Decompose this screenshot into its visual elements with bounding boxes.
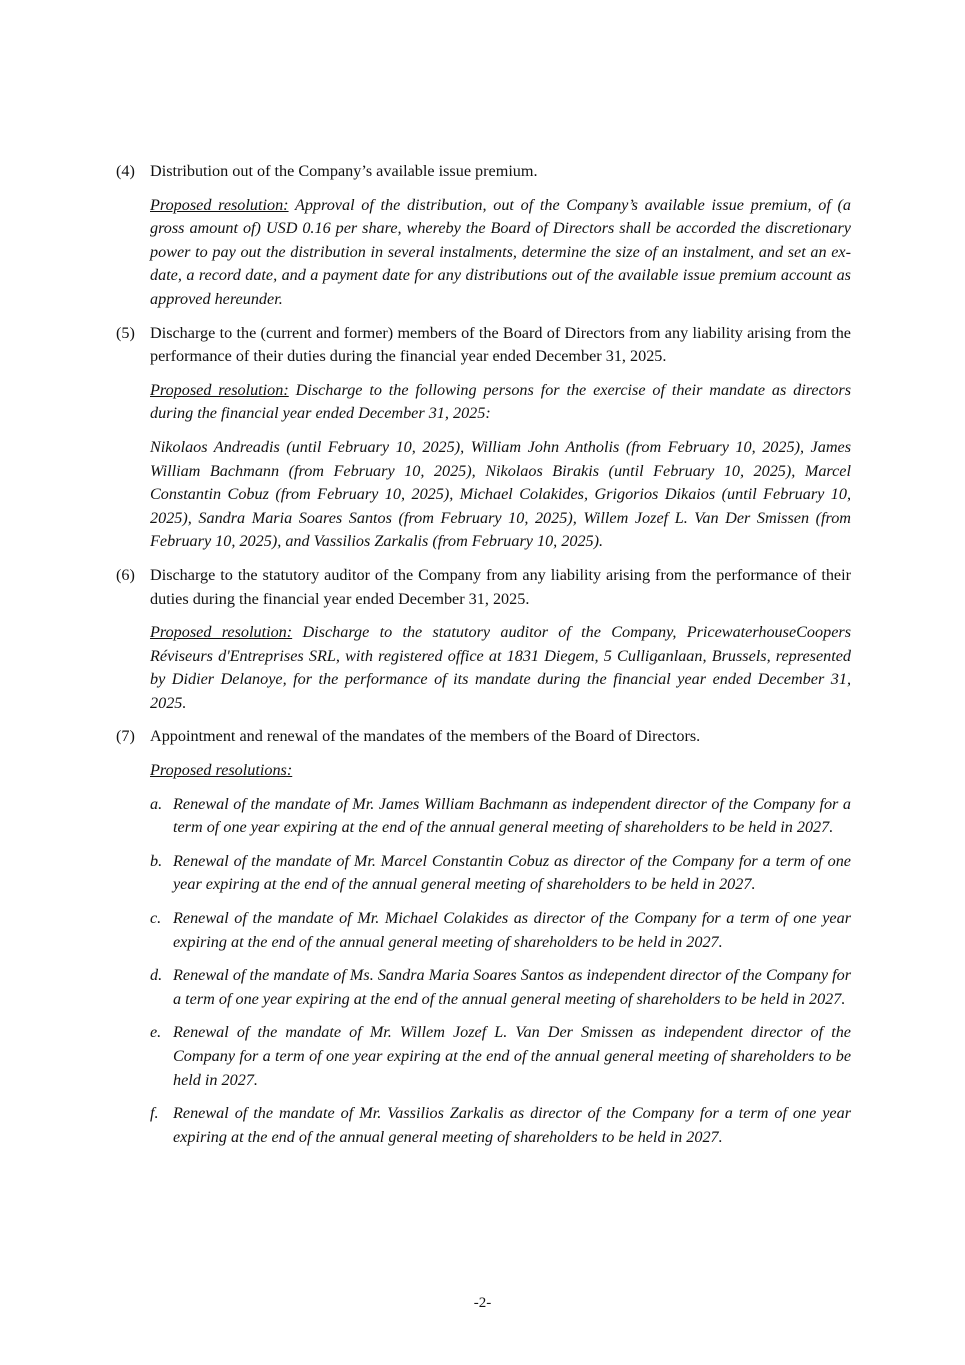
resolution-label: Proposed resolution: — [150, 195, 289, 214]
resolution-sublist — [150, 793, 851, 1150]
document-body — [116, 160, 851, 1159]
resolution-text: Discharge to the statutory auditor of the Company, PricewaterhouseCoopers Réviseurs d'Entreprises SRL, with registered office at 1831 Diegem, 5 Culliganlaan, Brussels, represented by Didier Delanoye, for the performance of its mandate during the financial year ended December 31, 2025. — [150, 623, 851, 712]
resolution-subitem-d — [150, 964, 851, 1011]
item-heading: Discharge to the (current and former) members of the Board of Directors from any liability arising from the performance of their duties during the financial year ended December 31, 2025. — [150, 323, 851, 366]
item-number: (6) — [116, 565, 135, 584]
agenda-item-5 — [116, 322, 851, 554]
item-heading: Discharge to the statutory auditor of the Company from any liability arising from the performance of their duties during the financial year ended December 31, 2025. — [150, 565, 851, 608]
proposed-resolution — [150, 379, 851, 426]
page-number: -2- — [473, 1295, 492, 1311]
item-heading: Appointment and renewal of the mandates of the members of the Board of Directors. — [150, 727, 701, 746]
resolution-subitem-e — [150, 1021, 851, 1092]
resolution-subitem-c — [150, 907, 851, 954]
subitem-letter: b. — [150, 851, 163, 870]
resolution-label: Proposed resolution: — [150, 623, 293, 642]
item-number: (5) — [116, 323, 135, 342]
subitem-letter: e. — [150, 1023, 162, 1042]
agenda-item-7 — [116, 725, 851, 1149]
proposed-resolution — [150, 621, 851, 715]
subitem-letter: a. — [150, 794, 163, 813]
resolution-text: Approval of the distribution, out of the Company’s available issue premium, of (a gross amount of) USD 0.16 per share, whereby the Board of Directors shall be accorded the discretionary power to pay out the distribution in several instalments, determine the size of an instalment, and set an ex-date, a record date, and a payment date for any distributions out of the available issue premium account as approved hereunder. — [150, 195, 851, 308]
subitem-letter: d. — [150, 966, 163, 985]
subitem-letter: c. — [150, 909, 162, 928]
agenda-item-6 — [116, 564, 851, 716]
resolution-subitem-a — [150, 793, 851, 840]
subitem-text: Renewal of the mandate of Mr. Willem Jozef L. Van Der Smissen as independent director of the Company for a term of one year expiring at the end of the annual general meeting of shareholders to be held in 2027. — [173, 1023, 851, 1089]
resolution-label: Proposed resolution: — [150, 380, 289, 399]
item-number: (7) — [116, 727, 135, 746]
subitem-text: Renewal of the mandate of Mr. Marcel Constantin Cobuz as director of the Company for a term of one year expiring at the end of the annual general meeting of shareholders to be held in 2027. — [173, 851, 851, 894]
proposed-resolution — [150, 194, 851, 312]
proposed-resolutions — [150, 759, 851, 783]
item-number: (4) — [116, 162, 135, 180]
agenda-item-4 — [116, 160, 851, 312]
subitem-text: Renewal of the mandate of Mr. Vassilios Zarkalis as director of the Company for a term of one year expiring at the end of the annual general meeting of shareholders to be held in 2027. — [173, 1104, 851, 1146]
resolution-text: Discharge to the following persons for the exercise of their mandate as directors during the financial year ended December 31, 2025: — [150, 380, 851, 423]
subitem-letter: f. — [150, 1104, 159, 1123]
resolution-subitem-b — [150, 850, 851, 897]
resolution-subitem-f — [150, 1102, 851, 1149]
subitem-text: Renewal of the mandate of Mr. Michael Colakides as director of the Company for a term of one year expiring at the end of the annual general meeting of shareholders to be held in 2027. — [173, 909, 851, 951]
item-heading: Distribution out of the Company’s available issue premium. — [150, 162, 538, 180]
subitem-text: Renewal of the mandate of Mr. James William Bachmann as independent director of the Company for a term of one year expiring at the end of the annual general meeting of shareholders to be held in 2027. — [173, 794, 851, 837]
resolution-label: Proposed resolutions: — [150, 761, 293, 780]
subitem-text: Renewal of the mandate of Ms. Sandra Maria Soares Santos as independent director of the Company for a term of one year expiring at the end of the annual general meeting of shareholders to be held in 2027. — [173, 966, 851, 1008]
director-list: Nikolaos Andreadis (until February 10, 2025), William John Antholis (from February 10, 2025), James William Bachmann (from February 10, 2025), Nikolaos Birakis (until February 10, 2025), Marcel Constantin Cobuz (from February 10, 2025), Michael Colakides, Grigorios Dikaios (until February 10, 2025), Sandra Maria Soares Santos (from February 10, 2025), Willem Jozef L. Van Der Smissen (from February 10, 2025), and Vassilios Zarkalis (from February 10, 2025). — [150, 437, 851, 551]
